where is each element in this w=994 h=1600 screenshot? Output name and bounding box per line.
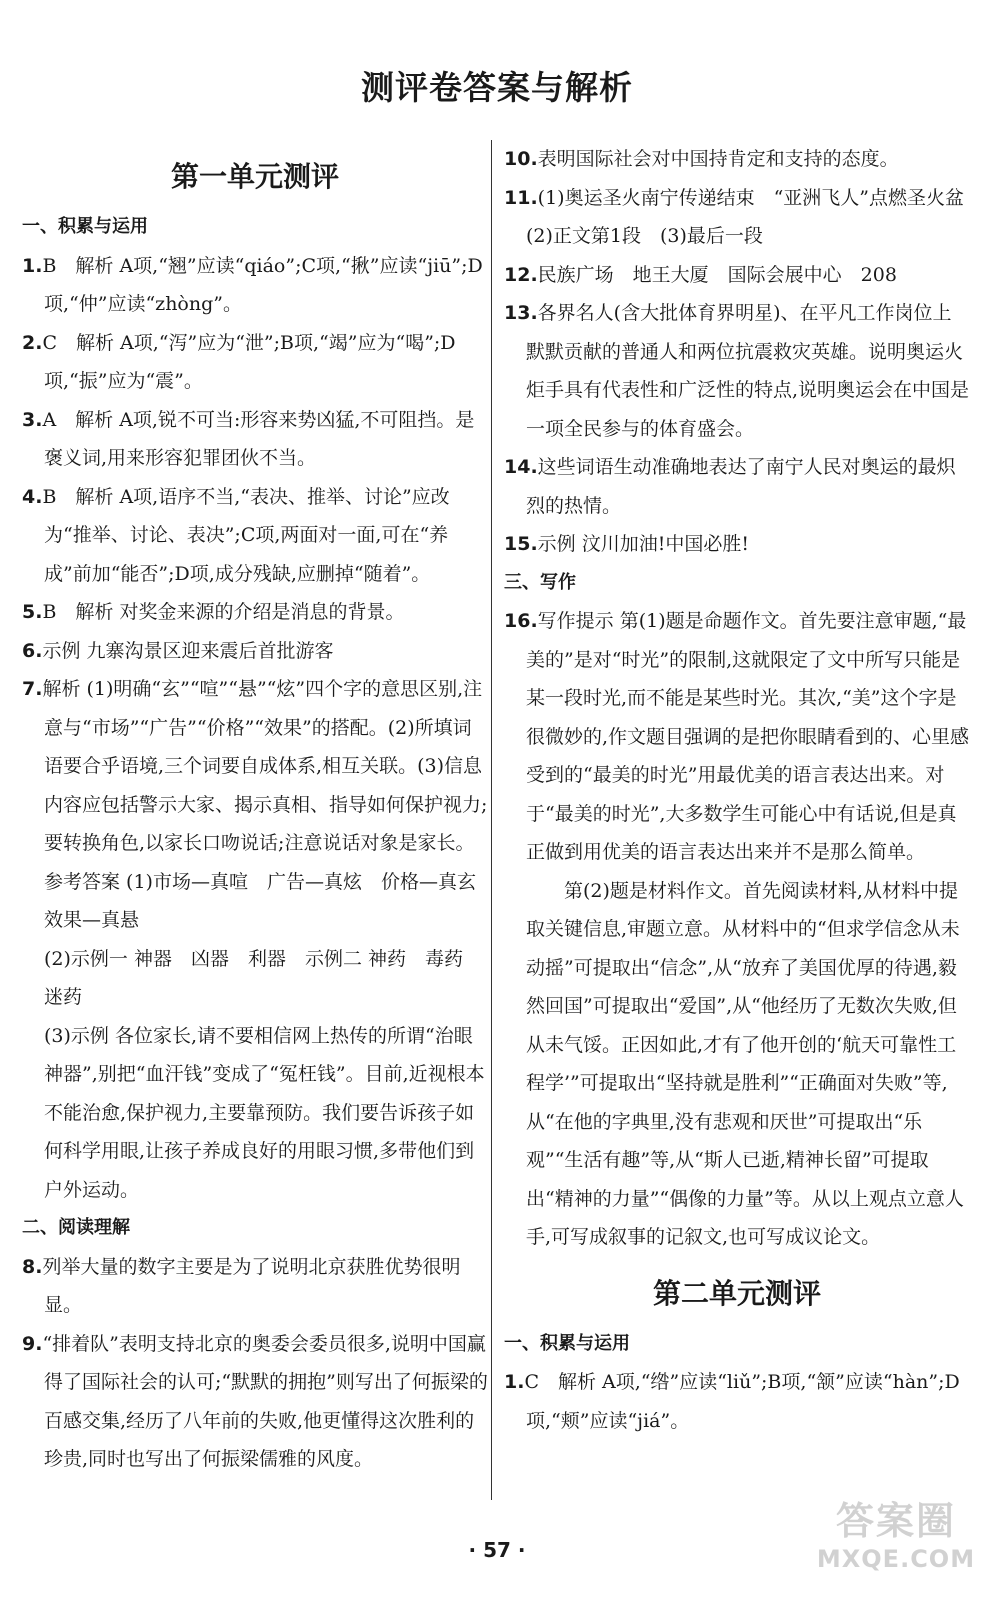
page-number: · 57 · (468, 1538, 526, 1562)
item-number: 1. (22, 254, 43, 277)
section-heading-accumulation-unit2: 一、积累与运用 (504, 1332, 630, 1354)
section-heading-accumulation: 一、积累与运用 (22, 216, 148, 237)
answer-item-7 (22, 670, 488, 863)
answer-item-14 (504, 448, 970, 525)
writing-tip-paragraph-2: 第(2)题是材料作文。首先阅读材料,从材料中提取关键信息,审题立意。从材料中的“但求学信念从未动摇”可提取出“信念”,从“放弃了美国优厚的待遇,毅然回国”可提取出“爱国”,从“他经历了无数次失败,但从未气馁。正因如此,才有了他开创的‘航天可靠性工程学’”可提取出“坚持就是胜利”“正确面对失败”等,从“在他的字典里,没有悲观和厌世”可提取出“乐观”“生活有趣”等,从“斯人已逝,精神长留”可提取出“精神的力量”“偶像的力量”等。从以上观点立意人手,可写成叙事的记叙文,也可写成议论文。 (526, 879, 964, 1248)
answer-item-11 (504, 179, 984, 256)
item-number: 10. (504, 148, 538, 170)
answer-item-unit2-1 (504, 1363, 970, 1440)
answer-item-8 (22, 1248, 488, 1325)
answer-item-1 (22, 247, 488, 324)
reference-answer-3: (3)示例 各位家长,请不要相信网上热传的所谓“治眼神器”,别把“血汗钱”变成了“冤枉钱”。目前,近视根本不能治愈,保护视力,主要靠预防。我们要告诉孩子如何科学用眼,让孩子养成良好的用眼习惯,多带他们到户外运动。 (44, 1024, 485, 1201)
item-number: 14. (504, 456, 538, 478)
item-text: (1)奥运圣火南宁传递结束 “亚洲飞人”点燃圣火盆 (2)正文第1段 (3)最后一段 (526, 186, 984, 247)
reference-answer-1: 参考答案 (1)市场—真喧 广告—真炫 价格—真玄 效果—真悬 (44, 870, 495, 931)
item-number: 15. (504, 533, 538, 555)
answer-item-9 (22, 1325, 488, 1479)
right-column (504, 140, 984, 1530)
column-divider (491, 140, 492, 1500)
item-number: 1. (504, 1371, 525, 1393)
item-text: C 解析 A项,“绺”应读“liǔ”;B项,“颔”应读“hàn”;D项,“颊”应读“jiá”。 (524, 1371, 960, 1432)
answer-item-12 (504, 256, 970, 295)
item-text: 民族广场 地王大厦 国际会展中心 208 (537, 263, 897, 286)
item-number: 6. (22, 639, 43, 662)
item-number: 11. (504, 186, 538, 209)
section-heading-writing: 三、写作 (504, 571, 576, 593)
answer-item-2 (22, 324, 488, 401)
item-number: 16. (504, 610, 538, 632)
item-number: 13. (504, 302, 538, 324)
item-text: B 解析 A项,语序不当,“表决、推举、讨论”应改为“推举、讨论、表决”;C项,两面对一面,可在“养成”前加“能否”;D项,成分残缺,应删掉“随着”。 (42, 485, 450, 585)
item-text: “排着队”表明支持北京的奥委会委员很多,说明中国赢得了国际社会的认可;“默默的拥抱”则写出了何振梁的百感交集,经历了八年前的失败,他更懂得这次胜利的珍贵,同时也写出了何振梁儒雅的风度。 (42, 1332, 488, 1470)
reference-answer-2: (2)示例一 神器 凶器 利器 示例二 神药 毒药 迷药 (44, 947, 483, 1008)
item-text: 示例 汶川加油!中国必胜! (537, 533, 749, 555)
page-title: 测评卷答案与解析 (361, 68, 633, 107)
section-heading-reading: 二、阅读理解 (22, 1217, 130, 1238)
answer-item-5 (22, 593, 488, 632)
left-column (22, 140, 495, 1530)
watermark-top-text: 答案圈 (835, 1499, 956, 1543)
item-number: 9. (22, 1332, 43, 1355)
item-text: 这些词语生动准确地表达了南宁人民对奥运的最炽烈的热情。 (526, 456, 956, 517)
item-number: 2. (22, 331, 43, 354)
item-number: 8. (22, 1255, 43, 1278)
watermark-bottom-text: MXQE.COM (816, 1545, 976, 1573)
answer-item-15 (504, 525, 970, 564)
item-text: A 解析 A项,锐不可当:形容来势凶猛,不可阻挡。是褒义词,用来形容犯罪团伙不当。 (42, 408, 475, 469)
item-number: 5. (22, 601, 43, 623)
unit-1-title: 第一单元测评 (170, 160, 339, 193)
watermark-logo (816, 1498, 976, 1593)
item-number: 3. (22, 408, 43, 431)
item-text: C 解析 A项,“泻”应为“泄”;B项,“竭”应为“喝”;D项,“振”应为“震”。 (42, 331, 456, 392)
item-text: 示例 九寨沟景区迎来震后首批游客 (42, 639, 334, 662)
item-number: 7. (22, 678, 43, 700)
item-text: 写作提示 第(1)题是命题作文。首先要注意审题,“最美的”是对“时光”的限制,这就限定了文中所写只能是某一段时光,而不能是某些时光。其次,“美”这个字是很微妙的,作文题目强调的是把你眼睛看到的、心里感受到的“最美的时光”用最优美的语言表达出来。对于“最美的时光”,大多数学生可能心中有话说,但是真正做到用优美的语言表达出来并不是那么简单。 (526, 610, 970, 863)
unit-2-title: 第二单元测评 (652, 1276, 821, 1310)
item-text: 解析 (1)明确“玄”“喧”“悬”“炫”四个字的意思区别,注意与“市场”“广告”“价格”“效果”的搭配。(2)所填词语要合乎语境,三个词要自成体系,相互关联。(3)信息内容应包括警示大家、揭示真相、指导如何保护视力;要转换角色,以家长口吻说话;注意说话对象是家长。 (42, 678, 488, 854)
answer-item-13 (504, 294, 970, 448)
item-text: 表明国际社会对中国持肯定和支持的态度。 (537, 148, 899, 170)
item-number: 4. (22, 485, 43, 508)
answer-item-10 (504, 140, 970, 179)
item-number: 12. (504, 263, 538, 286)
item-text: B 解析 A项,“翘”应读“qiáo”;C项,“揪”应读“jiū”;D项,“仲”应读“zhòng”。 (42, 254, 483, 315)
item-text: 列举大量的数字主要是为了说明北京获胜优势很明显。 (42, 1255, 461, 1316)
answer-item-16 (504, 602, 970, 872)
item-text: B 解析 对奖金来源的介绍是消息的背景。 (42, 601, 405, 623)
answer-item-4 (22, 478, 488, 594)
answer-item-3 (22, 401, 488, 478)
item-text: 各界名人(含大批体育界明星)、在平凡工作岗位上默默贡献的普通人和两位抗震救灾英雄。说明奥运火炬手具有代表性和广泛性的特点,说明奥运会在中国是一项全民参与的体育盛会。 (526, 302, 970, 440)
answer-item-6 (22, 632, 488, 671)
